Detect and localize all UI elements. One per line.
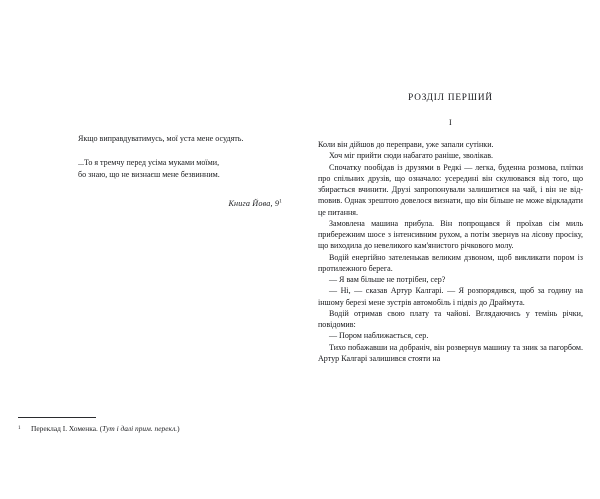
body-paragraph: Тихо побажавши на добраніч, він розвернув машину та зник за пагорбом. Артур Калгарі залишився стояти на xyxy=(318,342,583,363)
footnote xyxy=(18,424,300,434)
body-paragraph-dialogue: — Я вам більше не потрібен, сер? xyxy=(329,275,446,284)
epigraph-source-text: Книга Йова, 9 xyxy=(228,199,280,209)
body-paragraph: Коли він дійшов до переправи, уже запали сутінки. xyxy=(318,140,494,149)
footnote-marker: 1 xyxy=(18,424,21,431)
epigraph-source xyxy=(78,198,282,210)
body-paragraph: Замовлена машина прибула. Він попрощався й проїхав сім миль прибережним шосе з інтенсивним рухом, а потім звернув на лісову просіку, що виходила до невеликого кам'янистого річкового молу. xyxy=(318,218,583,251)
epigraph xyxy=(78,133,282,210)
epigraph-block-second xyxy=(78,157,282,180)
body-text-column xyxy=(318,139,583,364)
epigraph-line: ...То я тремчу перед усіма муками моїми, xyxy=(78,158,220,168)
footnote-text-close: ) xyxy=(177,424,180,433)
body-paragraph: Спочатку пообідав із друзями в Редкі — легка, буденна розмова, плітки про спільних друзів, що означало: усередині він скулювався від того, що збирається вчинити. Друзі запропонували залишитися на чай, і він не відmовив. Однак зрештою довелося визнати, що він більше не може відкладати це питання. xyxy=(318,162,583,217)
epigraph-block-first xyxy=(78,133,282,145)
body-paragraph-dialogue: — Ні, — сказав Артур Калгарі. — Я розпорядився, щоб за годину на іншому березі мене зустрів автомобіль і підвіз до Драймута. xyxy=(318,286,583,307)
footnote-separator-rule xyxy=(18,417,96,418)
footnote-text-plain: Переклад І. Хоменка. ( xyxy=(31,424,103,433)
body-paragraph: Хоч міг прийти сюди набагато раніше, зволікав. xyxy=(329,151,494,161)
body-paragraph-dialogue: — Пором наближається, сер. xyxy=(329,331,429,341)
footnote-text-italic: Тут і далі прим. перекл. xyxy=(102,424,178,433)
recto-page xyxy=(300,0,600,499)
epigraph-footnote-marker: 1 xyxy=(279,198,282,205)
epigraph-line: бо знаю, що не визнаєш мене безвинним. xyxy=(78,169,220,179)
body-paragraph: Водій отримав свою плату та чайові. Вглядаючись у темінь річки, повідомив: xyxy=(318,308,583,329)
section-number: I xyxy=(448,118,453,127)
epigraph-line: Якщо виправдуватимусь, мої уста мене осудять. xyxy=(78,134,244,143)
body-paragraph: Водій енергійно зателенькав великим дзвоном, щоб викликати пором із протилежного берега. xyxy=(318,252,583,273)
footnote-text xyxy=(31,424,180,434)
chapter-title: РОЗДІЛ ПЕРШИЙ xyxy=(408,92,493,102)
footnote-area xyxy=(0,417,300,434)
